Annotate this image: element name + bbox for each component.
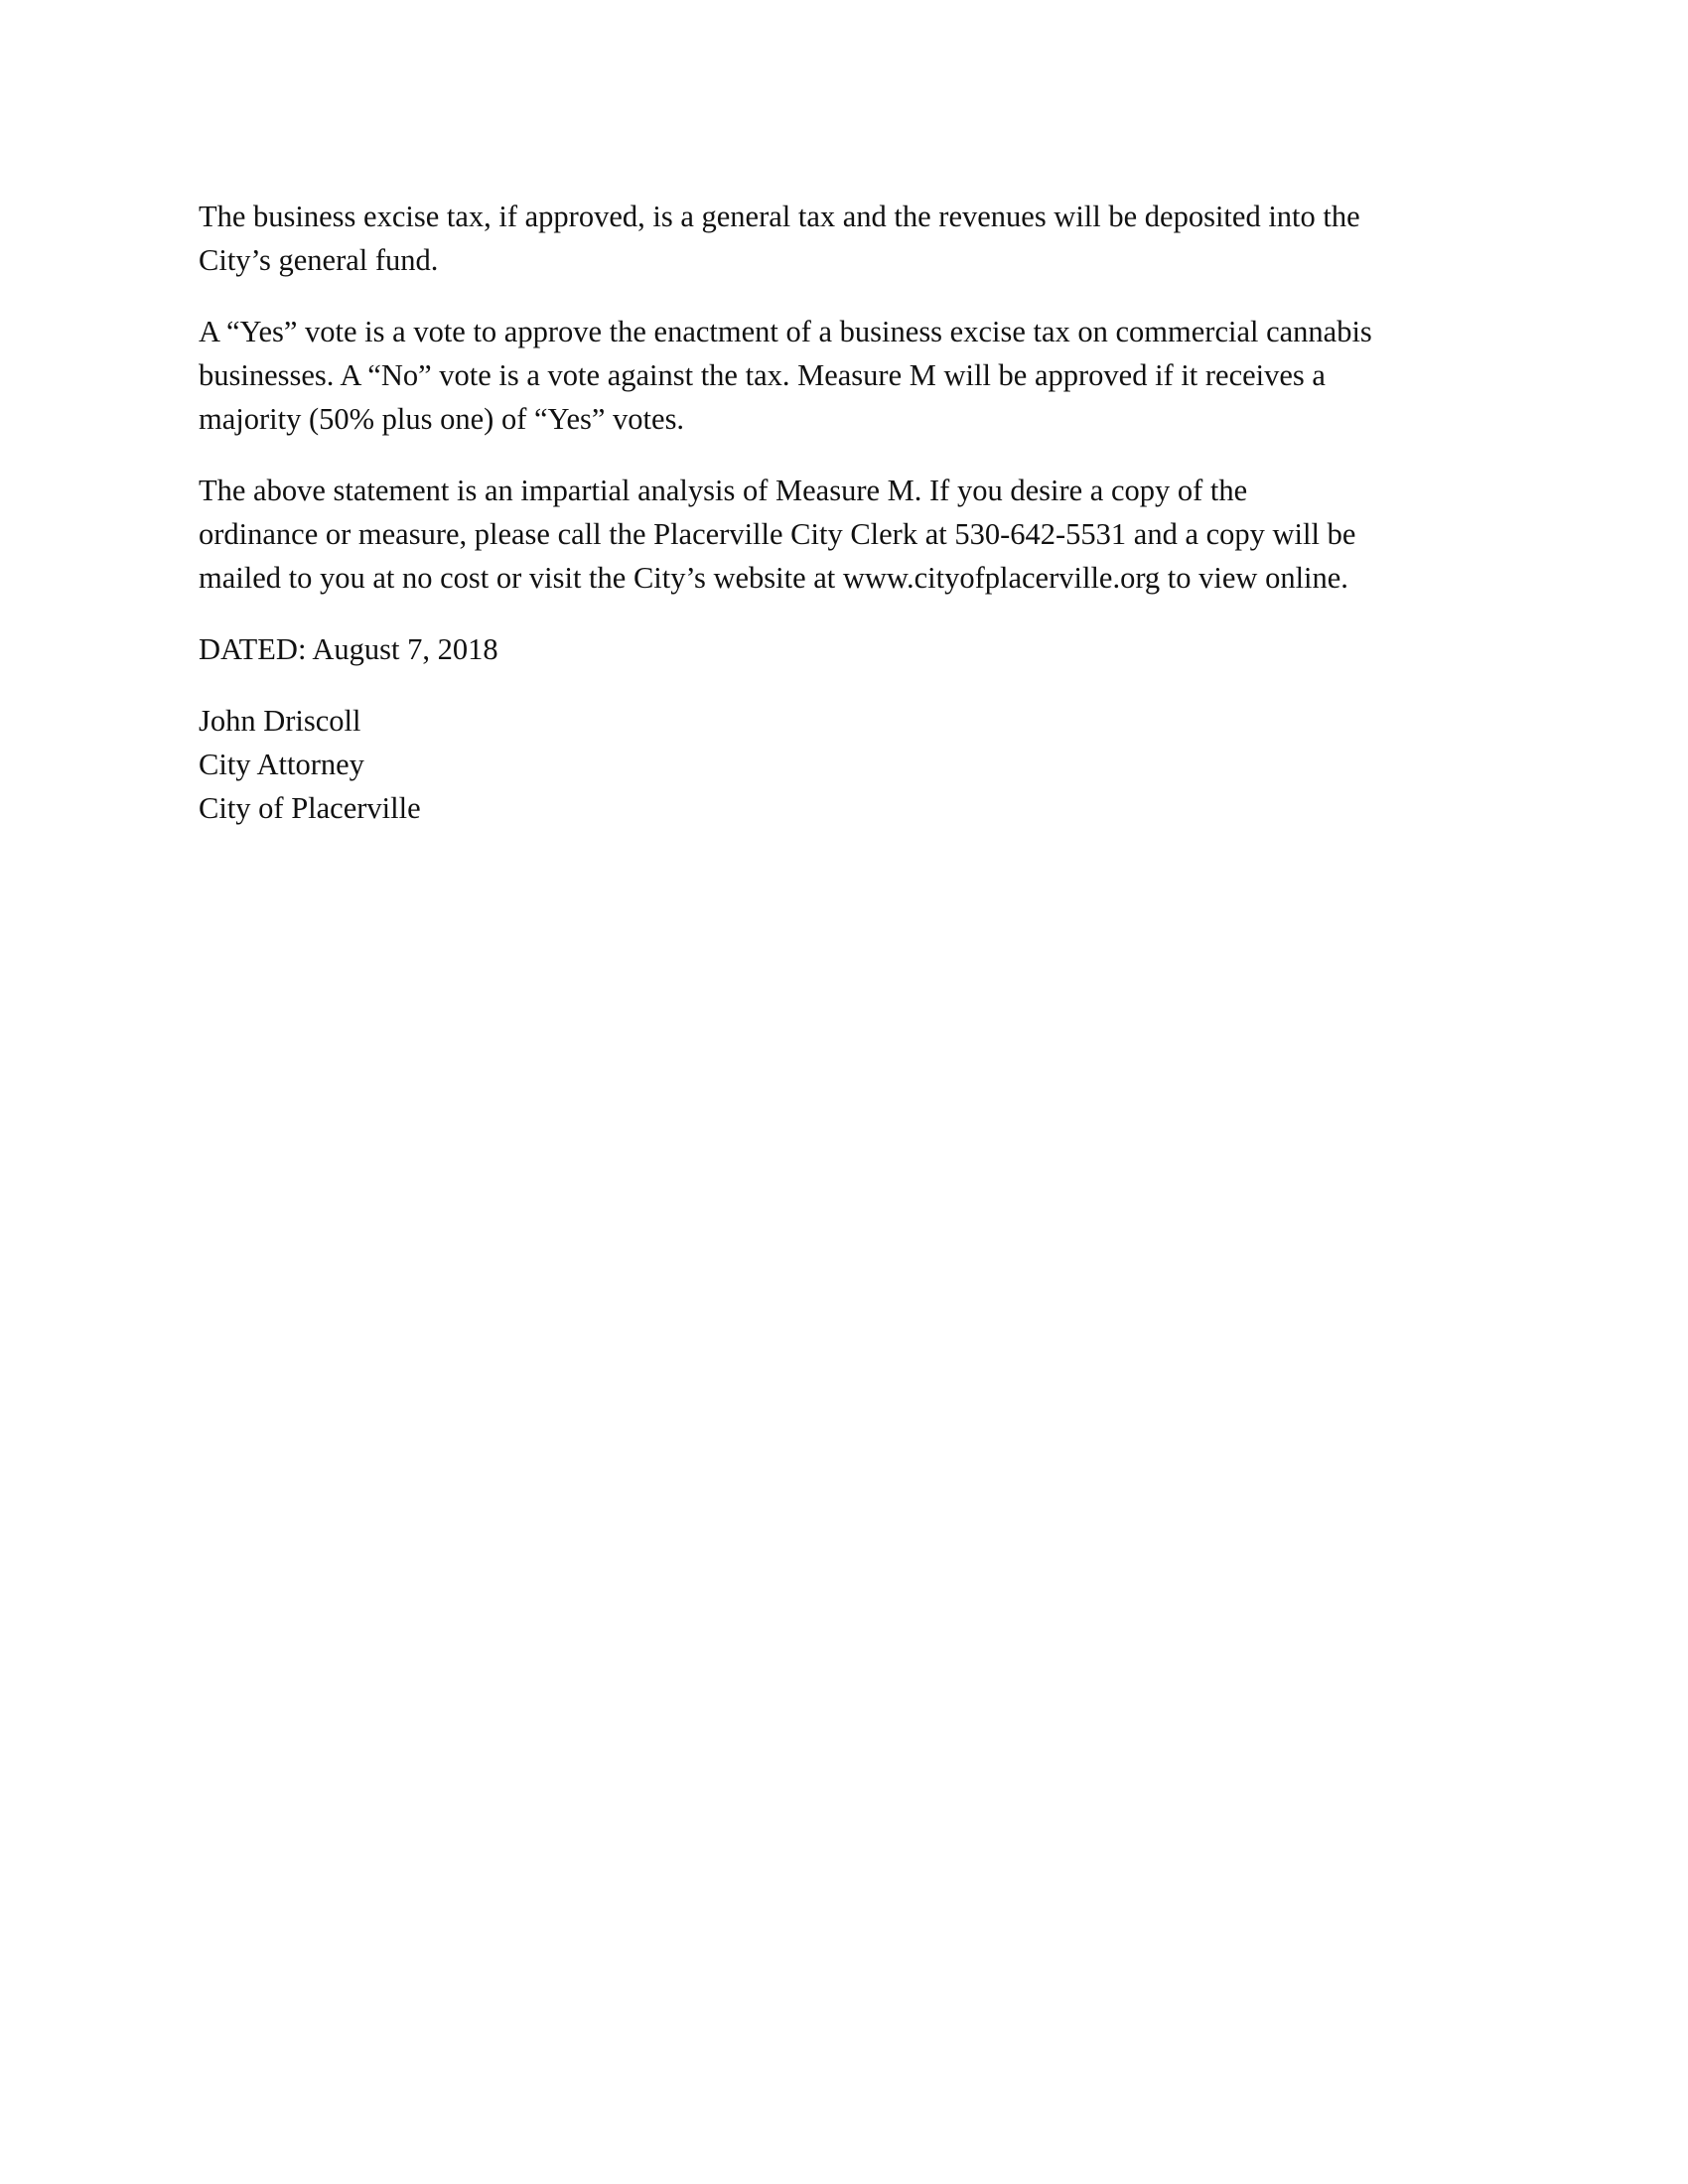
signature-organization: City of Placerville [199, 791, 421, 825]
dated-line: DATED: August 7, 2018 [199, 632, 498, 666]
paragraph-impartial-analysis: The above statement is an impartial analysis of Measure M. If you desire a copy of the ordinance or measure, please call the Placerville City Clerk at 530-642-5531 and a copy will be mailed to you at no cost or visit the City’s website at www.cityofplacerville.org to view online. [199, 474, 1356, 595]
document-body [199, 195, 1499, 830]
signature-name: John Driscoll [199, 704, 361, 738]
paragraph-vote-explanation: A “Yes” vote is a vote to approve the enactment of a business excise tax on commercial cannabis businesses. A “No” vote is a vote against the tax. Measure M will be approved if it receives a majority (50% plus one) of “Yes” votes. [199, 315, 1372, 436]
signature-title: City Attorney [199, 748, 364, 781]
signature-block [199, 699, 1499, 830]
paragraph-general-tax: The business excise tax, if approved, is a general tax and the revenues will be deposited into the City’s general fund. [199, 200, 1360, 277]
